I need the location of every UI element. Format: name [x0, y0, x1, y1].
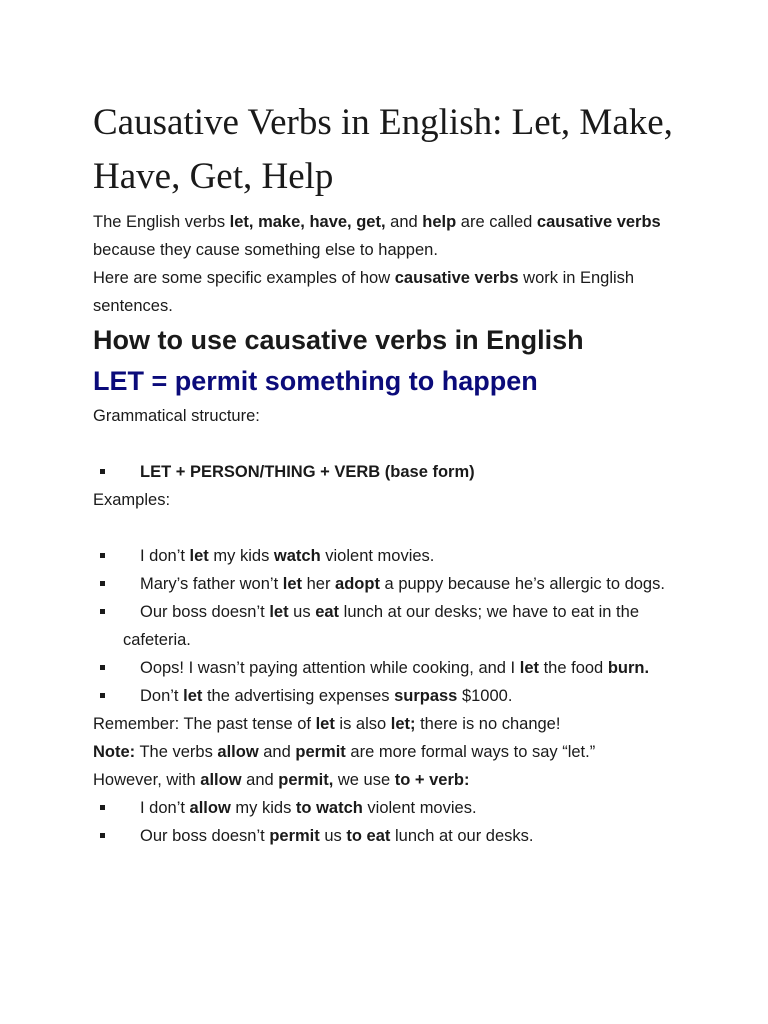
list-item [93, 570, 693, 598]
list-item-text [123, 463, 475, 481]
bold-text: let [519, 659, 539, 677]
bold-text: help [422, 213, 457, 231]
list-item [93, 794, 693, 822]
bold-text: allow [200, 771, 242, 789]
text-run: $1000. [457, 687, 513, 705]
text-run: The English verbs [93, 213, 230, 231]
text-run: and [258, 743, 296, 761]
bold-text: causative verbs [536, 213, 661, 231]
bold-text: eat [315, 603, 340, 621]
square-bullet-icon [100, 581, 105, 586]
text-run: us [288, 603, 316, 621]
remember-paragraph [93, 710, 693, 738]
text-run: Our boss doesn’t [140, 827, 270, 845]
formal-examples-list [93, 794, 693, 850]
text-run: my kids [208, 547, 274, 565]
document-page [93, 96, 693, 850]
list-item [93, 458, 693, 486]
list-item-text [123, 799, 477, 817]
list-item-text [123, 687, 512, 705]
text-run: because they cause something else to happen. [93, 241, 438, 259]
text-run: we use [333, 771, 395, 789]
list-item-text [123, 659, 649, 677]
square-bullet-icon [100, 805, 105, 810]
text-run: Remember: The past tense of [93, 715, 316, 733]
text-run: I don’t [140, 547, 190, 565]
text-run: is also [334, 715, 391, 733]
bold-text: let, make, have, get, [229, 213, 386, 231]
bold-text: to + verb: [394, 771, 470, 789]
text-run: violent movies. [362, 799, 477, 817]
text-run: violent movies. [320, 547, 435, 565]
text-run: Mary’s father won’t [140, 575, 283, 593]
structure-list [93, 458, 693, 486]
bold-text: let [282, 575, 303, 593]
list-item-text [123, 827, 533, 845]
list-item [93, 654, 693, 682]
spacer [93, 514, 693, 542]
examples-label: Examples: [93, 491, 171, 509]
text-run: a puppy because he’s allergic to dogs. [379, 575, 665, 593]
bold-text: let [269, 603, 289, 621]
intro-paragraph-2 [93, 264, 693, 320]
document-title: Causative Verbs in English: Let, Make, Have, Get, Help [93, 102, 673, 197]
bold-text: allow [189, 799, 231, 817]
text-run: the food [539, 659, 608, 677]
however-paragraph [93, 766, 693, 794]
bold-text: to eat [346, 827, 391, 845]
bold-text: permit [269, 827, 320, 845]
text-run: However, with [93, 771, 201, 789]
text-run: Here are some specific examples of how [93, 269, 395, 287]
list-item [93, 682, 693, 710]
text-run: and [241, 771, 279, 789]
text-run: are more formal ways to say “let.” [345, 743, 596, 761]
list-item [93, 822, 693, 850]
text-run: work in English sentences. [93, 269, 635, 315]
square-bullet-icon [100, 609, 105, 614]
bold-text: LET + PERSON/THING + VERB (base form) [140, 463, 475, 481]
text-run: Oops! I wasn’t paying attention while cooking, and I [140, 659, 520, 677]
examples-list [93, 542, 693, 710]
bold-text: burn. [607, 659, 650, 677]
text-run: The verbs [135, 743, 218, 761]
square-bullet-icon [100, 833, 105, 838]
bold-text: to watch [295, 799, 363, 817]
bold-text: allow [217, 743, 259, 761]
bold-text: surpass [394, 687, 458, 705]
text-run: my kids [230, 799, 296, 817]
structure-label: Grammatical structure: [93, 407, 260, 425]
text-run: are called [456, 213, 537, 231]
list-item-text [123, 603, 639, 649]
bold-text: adopt [335, 575, 380, 593]
bold-text: let [315, 715, 335, 733]
text-run: her [302, 575, 336, 593]
text-run: us [319, 827, 347, 845]
text-run: Don’t [140, 687, 184, 705]
text-run: lunch at our desks. [390, 827, 534, 845]
list-item-text [123, 547, 434, 565]
bold-text: permit, [278, 771, 334, 789]
list-item [93, 598, 693, 654]
note-paragraph [93, 738, 693, 766]
bold-text: let [189, 547, 209, 565]
text-run: the advertising expenses [202, 687, 395, 705]
bold-text: let [183, 687, 203, 705]
bold-text: causative verbs [394, 269, 519, 287]
text-run: there is no change! [415, 715, 561, 733]
spacer [93, 430, 693, 458]
square-bullet-icon [100, 665, 105, 670]
square-bullet-icon [100, 693, 105, 698]
bold-text: Note: [93, 743, 136, 761]
text-run: lunch at our desks; we have to eat in the cafeteria. [123, 603, 639, 649]
bold-text: permit [295, 743, 346, 761]
text-run: Our boss doesn’t [140, 603, 270, 621]
bold-text: watch [273, 547, 321, 565]
text-run: I don’t [140, 799, 190, 817]
section-heading: How to use causative verbs in English [93, 325, 584, 355]
list-item [93, 542, 693, 570]
intro-paragraph-1 [93, 208, 693, 264]
let-heading: LET = permit something to happen [93, 366, 538, 396]
bold-text: let; [390, 715, 416, 733]
square-bullet-icon [100, 553, 105, 558]
square-bullet-icon [100, 469, 105, 474]
list-item-text [123, 575, 665, 593]
text-run: and [385, 213, 423, 231]
